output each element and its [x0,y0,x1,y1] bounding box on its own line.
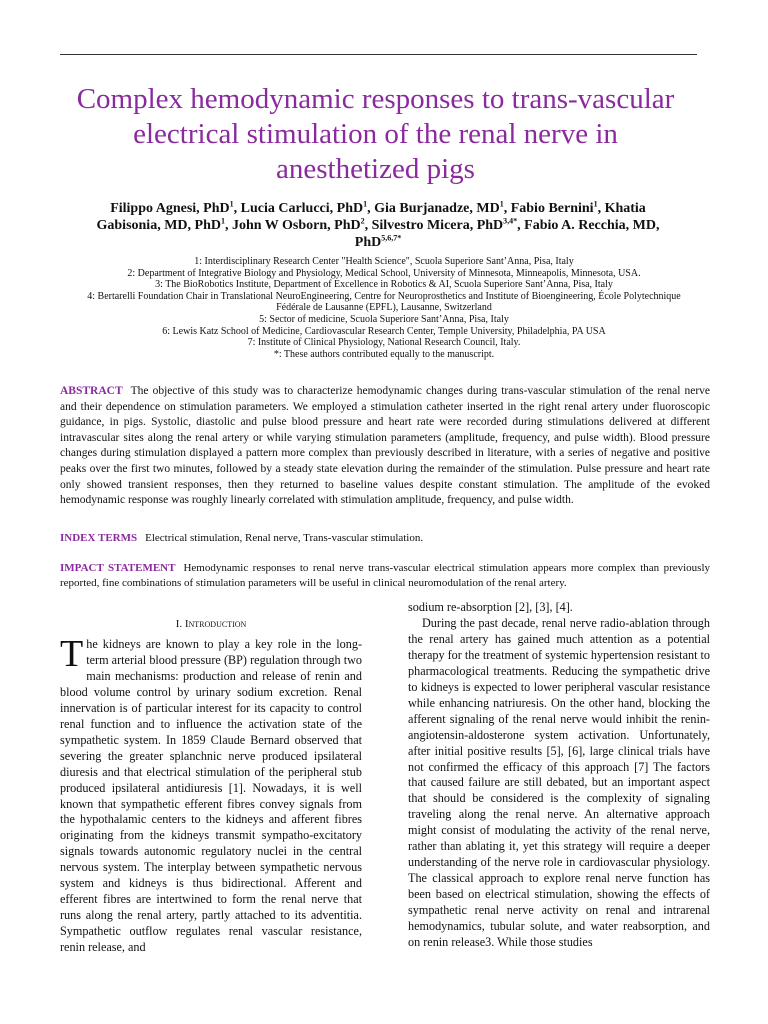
author [511,201,598,216]
section-number: I. [175,618,183,630]
author-affiliation-marker: 1 [220,216,225,226]
intro-paragraph-1-continued: sodium re-absorption [2], [3], [4]. [408,600,573,614]
affiliation: 6: Lewis Katz School of Medicine, Cardiovascular Research Center, Temple University, Philadelphia, PA USA [162,325,606,337]
section-heading-introduction [60,617,362,631]
affiliation: *: These authors contributed equally to the manuscript. [273,348,495,360]
author-name: Gia Burjanadze, MD [374,201,500,216]
impact-statement [60,561,710,590]
author-affiliation-marker: 2 [360,216,365,226]
affiliation: 3: The BioRobotics Institute, Department of Excellence in Robotics & AI, Scuola Superiore Sant’Anna, Pisa, Italy [155,279,613,291]
author [110,201,233,216]
abstract-text: The objective of this study was to characterize hemodynamic changes during trans-vascular stimulation of the renal nerve and their dependence on stimulation parameters. We employed a stimulation catheter inserted in the right renal artery under fluoroscopic guidance, in pigs. Systolic, diastolic and pulse blood pressure and heart rate were recorded during stimulations delivered at different intravascular sites along the renal artery or while varying stimulation parameters (amplitude, frequency, and pulse width). Blood pressure changes during stimulation displayed a pattern more complex than previously described in literature, with a series of negative and positive peaks over the first two minutes, followed by a steady state elevation during the remainder of the stimulation. Pulse pressure and heart rate only showed transient responses, then they returned to baseline values despite constant stimulation. The amplitude of the evoked hemodynamic response was roughly linearly correlated with stimulation amplitude, frequency, and pulse width. [60,385,710,507]
author [372,218,518,233]
author [232,218,365,233]
author [374,201,504,216]
author-name: John W Osborn, PhD [231,218,361,233]
index-terms-text: Electrical stimulation, Renal nerve, Trans-vascular stimulation. [145,532,424,544]
intro-paragraph-1-text: he kidneys are known to play a key role in the long-term arterial blood pressure (BP) regulation through two main mechanisms: production and release of renin and blood volume control by urinary sodium excretion. Renal innervation is of particular interest for its capacity to control renal function and to influence the activation state of the sympathetic system. In 1859 Claude Bernard observed that severing the greater splanchnic nerve produced ipsilateral diuresis and that electrical stimulation of the peripheral stub produced ipsilateral antidiuresis [1]. Nowadays, it is well known that sympathetic efferent fibres convey signals from the hypothalamic centers to the kidneys and afferent fibres originating from the kidneys transmit sympatho-excitatory signals towards autonomic regulatory nuclei in the central nervous system. The interplay between sympathetic nervous system and kidneys is thus bidirectional. Afferent and efferent fibres are intertwined to form the renal nerve that runs along the renal artery, partly attached to its adventitia. Sympathetic outflow regulates renal vascular resistance, renin release, and [60,637,362,955]
author-affiliation-marker: 3,4* [503,216,518,226]
author-affiliation-marker: 5,6,7* [381,233,402,243]
author-affiliation-marker: 1 [499,199,504,209]
author-name: Fabio Bernini [510,201,594,216]
left-column [60,617,362,956]
author-name: Lucia Carlucci, PhD [240,201,364,216]
impact-text: Hemodynamic responses to renal nerve trans-vascular electrical stimulation appears more complex than previously reported, fine combinations of stimulation parameters will be useful in clinical neuromodulation of the renal artery. [60,562,711,589]
affiliation: 7: Institute of Clinical Physiology, National Research Council, Italy. [247,337,521,349]
impact-label: IMPACT STATEMENT [60,562,176,574]
author-affiliation-marker: 1 [229,199,234,209]
right-column [408,600,710,951]
affiliation: 4: Bertarelli Foundation Chair in Translational NeuroEngineering, Centre for Neuroprosthetics and Institute of Bioengineering, École Polytechnique Fédérale de Lausanne (EPFL), Lausanne, Switzerland [87,290,681,314]
index-terms [60,531,710,546]
top-rule [60,54,697,55]
intro-paragraph-1 [60,633,362,956]
author-name: Khatia Gabisonia, MD, PhD [96,201,646,233]
index-terms-label: INDEX TERMS [60,532,138,544]
author-name: Fabio A. Recchia, MD, PhD [354,218,660,250]
author-affiliation-marker: 1 [363,199,368,209]
abstract-label: ABSTRACT [60,385,123,397]
drop-cap: T [60,633,84,675]
affiliation: 5: Sector of medicine, Scuola Superiore Sant’Anna, Pisa, Italy [259,313,509,325]
author [241,201,368,216]
abstract [60,384,710,509]
author-affiliation-marker: 1 [593,199,598,209]
author-name: Filippo Agnesi, PhD [110,201,230,216]
affiliation: 1: Interdisciplinary Research Center "Health Science", Scuola Superiore Sant’Anna, Pisa, Italy [194,256,574,267]
paper-title: Complex hemodynamic responses to trans-vascular electrical stimulation of the renal nerve in anesthetized pigs [76,83,675,185]
section-title: Introduction [184,618,247,630]
intro-paragraph-2: During the past decade, renal nerve radio-ablation through the renal artery has gained much attention as a potential therapy for the treatment of systemic hypertension resistant to pharmacological treatments. Reducing the sympathetic drive to kidneys is expected to lower peripheral vascular resistance while enhancing natriuresis. On the other hand, blocking the afferent signaling of the renal nerve would inhibit the renin-angiotensin-aldosterone system activation. Unfortunately, after initial positive results [5], [6], large clinical trials have not confirmed the efficacy of this approach [7] The factors that caused failure are still debated, but an important aspect that should be considered is the complexity of signaling traveling along the renal nerve. An alternative approach might consist of modulating the activity of the renal nerve, rather than ablating it, yet this strategy will require a deeper understanding of the nerve role in cardiovascular physiology. The classical approach to explore renal nerve function has been based on electrical stimulation, showing the effects of sympathetic renal nerve activity on renal and intrarenal hemodynamics, tubular solute, and water reabsorption, and on renin release3. While those studies [408,615,710,950]
affiliation: 2: Department of Integrative Biology and Physiology, Medical School, University of Minnesota, Minneapolis, Minnesota, USA. [127,267,641,279]
author-name: Silvestro Micera, PhD [371,218,504,233]
author-list: Filippo Agnesi, PhD$^1$, Lucia Carlucci, PhD$^1$, Gia Burjanadze, $MD^1$, Fabio Bernini$^1$, Khatia Gabisonia, MD, PhD$^1$, John W Osborn, PhD$^2$, Silvestro Micera, PhD$^{3,4*}$, Fabio A. Recchia, MD, PhD$^{5,6,7*}$ [96,199,660,250]
affiliations [84,256,684,360]
